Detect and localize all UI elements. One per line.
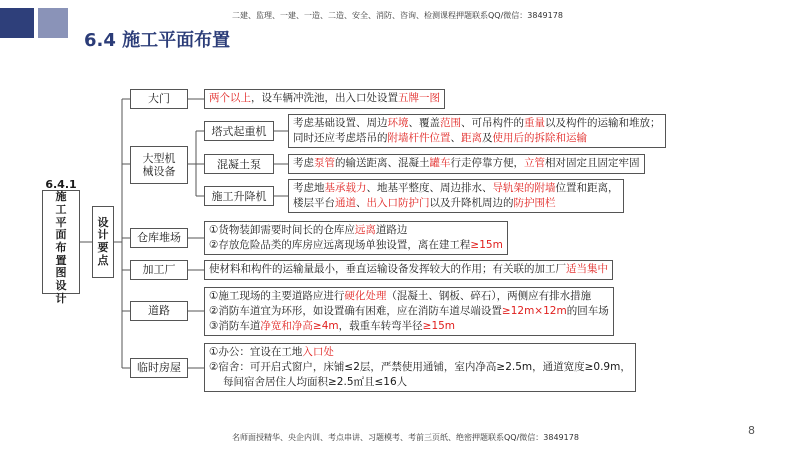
category-factory: 加工厂	[130, 260, 188, 280]
tower-crane-description: 考虑基础设置、周边环境、覆盖范围、可吊构件的重量以及构件的运输和堆放； 同时还应考虑塔吊的附墙杆件位置、距离及使用后的拆除和运输	[288, 114, 666, 148]
header-note: 二建、监理、一建、一造、二造、安全、消防、咨询、检测课程押题联系QQ/微信：3849178	[232, 11, 563, 20]
category-road: 道路	[130, 301, 188, 321]
page-title: 6.4 施工平面布置	[84, 30, 231, 51]
sub-concrete-pump: 混凝土泵	[204, 154, 274, 174]
root-label: 施工平面布置图设计	[55, 190, 67, 305]
design-label: 设计要点	[97, 215, 109, 267]
hoist-description: 考虑地基承载力、地基平整度、周边排水、导轨架的附墙位置和距离， 楼层平台通道、出入口防护门以及升降机周边的防护围栏	[288, 179, 624, 213]
pump-description: 考虑泵管的输送距离、混凝土罐车行走停靠方便，立管相对固定且固定牢固	[288, 154, 645, 174]
category-machinery: 大型机械设备	[130, 146, 188, 184]
category-housing: 临时房屋	[130, 358, 188, 378]
factory-description: 使材料和构件的运输量最小，垂直运输设备发挥较大的作用；有关联的加工厂适当集中	[204, 260, 613, 280]
root-node	[42, 177, 80, 305]
road-description: ①施工现场的主要道路应进行硬化处理（混凝土、钢板、碎石），两侧应有排水措施 ②消防车道宜为环形，如设置确有困难，应在消防车道尽端设置≥12m×12m的回车场 ③消防车道净宽和净高≥4m，载重车转弯半径≥15m	[204, 287, 614, 336]
category-storage: 仓库堆场	[130, 228, 188, 248]
category-gate: 大门	[130, 89, 188, 109]
footer-note: 名师面授精华、央企内训、考点串讲、习题模考、考前三页纸、绝密押题联系QQ/微信：3849178	[232, 433, 579, 442]
storage-description: ①货物装卸需要时间长的仓库应远离道路边 ②存放危险品类的库房应远离现场单独设置，离在建工程≥15m	[204, 221, 508, 255]
root-code: 6.4.1	[45, 177, 77, 191]
sub-hoist: 施工升降机	[204, 186, 274, 206]
design-points-node	[92, 206, 114, 278]
gate-description: 两个以上，设车辆冲洗池，出入口处设置五牌一图	[204, 89, 445, 109]
page-number: 8	[748, 424, 755, 437]
housing-description: ①办公：宜设在工地入口处 ②宿舍：可开启式窗户，床铺≤2层，严禁使用通铺，室内净高≥2.5m，通道宽度≥0.9m， 每间宿舍居住人均面积≥2.5㎡且≤16人	[204, 343, 636, 392]
sub-tower-crane: 塔式起重机	[204, 121, 274, 141]
